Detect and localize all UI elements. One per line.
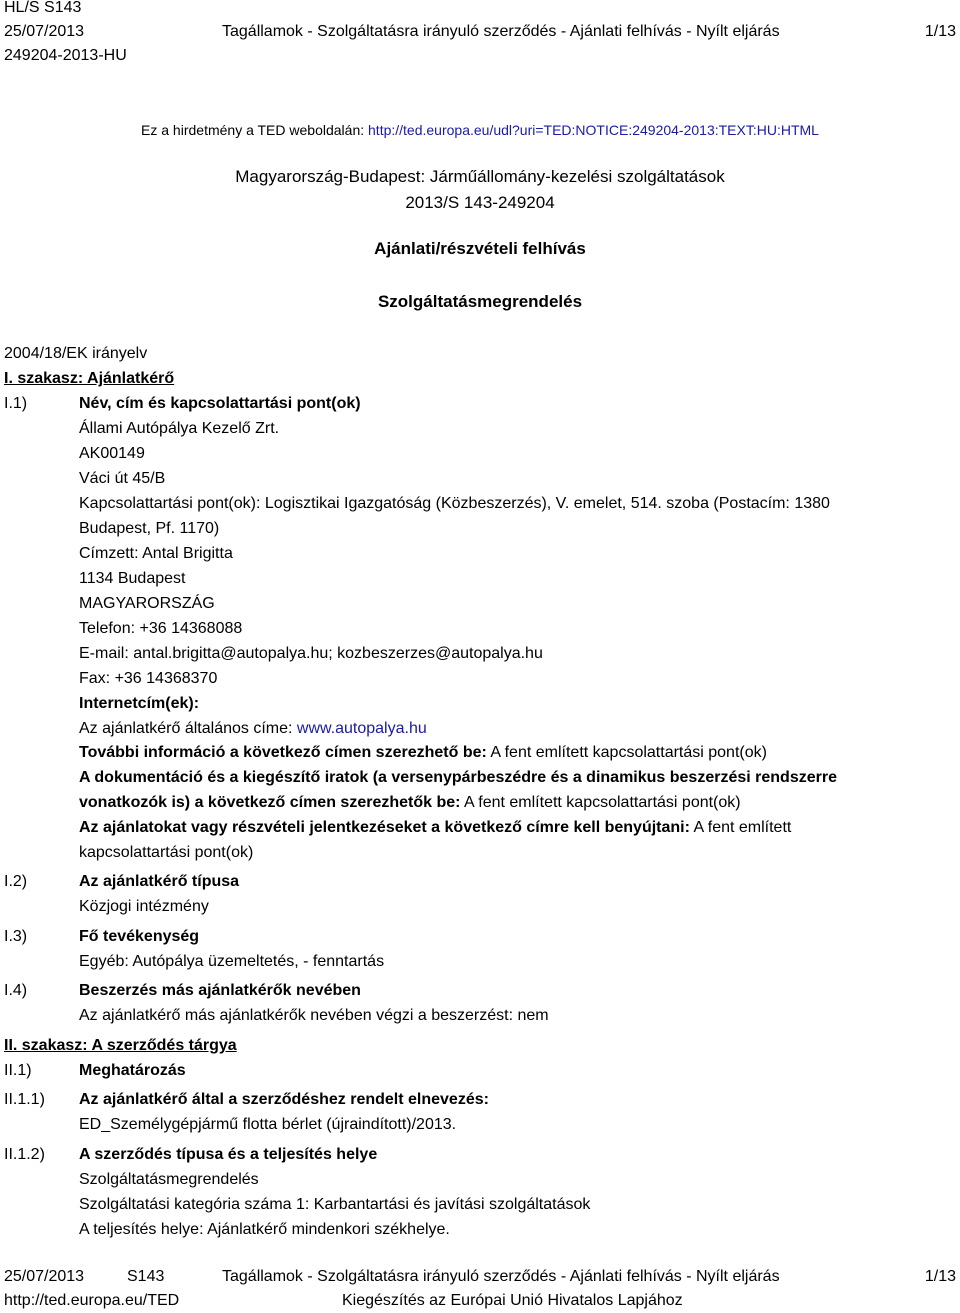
i1-num: I.1)	[4, 395, 28, 412]
submit-line	[79, 819, 791, 837]
notice-title: Magyarország-Budapest: Járműállomány-kezelési szolgáltatások	[235, 167, 725, 186]
i4-num: I.4)	[4, 982, 28, 999]
ii12-heading: A szerződés típusa és a teljesítés helye	[79, 1146, 378, 1163]
footer-url[interactable]: http://ted.europa.eu/TED	[4, 1292, 180, 1309]
ii12-num: II.1.2)	[4, 1146, 45, 1163]
i4-value: Az ajánlatkérő más ajánlatkérők nevében végzi a beszerzést: nem	[79, 1007, 549, 1024]
docs-label-b: vonatkozók is) a következő címen szerezhetők be:	[79, 794, 461, 811]
ii11-value: ED_Személygépjármű flotta bérlet (újraindított)/2013.	[79, 1116, 457, 1133]
i3-value: Egyéb: Autópálya üzemeltetés, - fenntartás	[79, 953, 385, 970]
ted-notice-link[interactable]: http://ted.europa.eu/udl?uri=TED:NOTICE:249204-2013:TEXT:HU:HTML	[368, 122, 819, 138]
notice-category: Szolgáltatásmegrendelés	[377, 292, 583, 311]
footer-supplement: Kiegészítés az Európai Unió Hivatalos Lapjához	[342, 1292, 683, 1309]
submit-value-b: kapcsolattartási pont(ok)	[79, 844, 254, 861]
i2-value: Közjogi intézmény	[79, 898, 209, 915]
ii12-line1: Szolgáltatásmegrendelés	[79, 1171, 259, 1188]
footer-date: 25/07/2013	[4, 1268, 85, 1285]
docs-line-b	[79, 794, 741, 812]
header-title: Tagállamok - Szolgáltatásra irányuló szerződés - Ajánlati felhívás - Nyílt eljárás	[222, 23, 780, 40]
more-info	[79, 744, 767, 762]
city: 1134 Budapest	[79, 570, 186, 587]
org-code: AK00149	[79, 445, 145, 462]
submit-label: Az ajánlatokat vagy részvételi jelentkezéseket a következő címre kell benyújtani:	[79, 819, 690, 836]
general-address	[79, 720, 427, 738]
contact-point-b: Budapest, Pf. 1170)	[79, 520, 220, 537]
submit-value-a: A fent említett	[689, 819, 792, 836]
header-date: 25/07/2013	[4, 23, 85, 40]
street: Váci út 45/B	[79, 470, 166, 487]
i1-heading: Név, cím és kapcsolattartási pont(ok)	[79, 395, 361, 412]
attention: Címzett: Antal Brigitta	[79, 545, 233, 562]
ted-line-prefix: Ez a hirdetmény a TED weboldalán:	[141, 122, 369, 138]
section-2-title: II. szakasz: A szerződés tárgya	[4, 1037, 237, 1054]
i2-heading: Az ajánlatkérő típusa	[79, 873, 240, 890]
ii11-num: II.1.1)	[4, 1091, 45, 1108]
more-info-value: A fent említett kapcsolattartási pont(ok)	[486, 744, 767, 761]
notice-type: Ajánlati/részvételi felhívás	[374, 239, 586, 258]
section-1-title: I. szakasz: Ajánlatkérő	[4, 370, 175, 387]
fax: Fax: +36 14368370	[79, 670, 218, 687]
ted-line	[0, 122, 960, 138]
i2-num: I.2)	[4, 873, 28, 890]
docs-value: A fent említett kapcsolattartási pont(ok)	[460, 794, 741, 811]
header-number: 249204-2013-HU	[4, 47, 127, 64]
doc-id: HL/S S143	[4, 0, 82, 16]
footer-series: S143	[127, 1268, 165, 1285]
phone: Telefon: +36 14368088	[79, 620, 243, 637]
footer-page: 1/13	[924, 1268, 956, 1285]
i3-num: I.3)	[4, 928, 28, 945]
more-info-label: További információ a következő címen szerezhető be:	[79, 744, 487, 761]
country: MAGYARORSZÁG	[79, 595, 215, 612]
ii11-heading: Az ajánlatkérő által a szerződéshez rendelt elnevezés:	[79, 1091, 489, 1108]
ii12-line3: A teljesítés helye: Ajánlatkérő mindenkori székhelye.	[79, 1221, 450, 1238]
ii1-num: II.1)	[4, 1062, 32, 1079]
internet-label: Internetcím(ek):	[79, 695, 200, 712]
ii12-line2: Szolgáltatási kategória száma 1: Karbantartási és javítási szolgáltatások	[79, 1196, 591, 1213]
general-address-label: Az ajánlatkérő általános címe:	[79, 720, 297, 737]
i3-heading: Fő tevékenység	[79, 928, 200, 945]
header-page: 1/13	[924, 23, 956, 40]
general-address-link[interactable]: www.autopalya.hu	[296, 720, 427, 737]
i4-heading: Beszerzés más ajánlatkérők nevében	[79, 982, 361, 999]
docs-label-a: A dokumentáció és a kiegészítő iratok (a versenypárbeszédre és a dinamikus beszerzési rendszerre	[79, 769, 837, 786]
contact-point-a: Kapcsolattartási pont(ok): Logisztikai Igazgatóság (Közbeszerzés), V. emelet, 514. szoba (Postacím: 1380	[79, 495, 830, 512]
org-name: Állami Autópálya Kezelő Zrt.	[79, 420, 280, 437]
footer-title: Tagállamok - Szolgáltatásra irányuló szerződés - Ajánlati felhívás - Nyílt eljárás	[222, 1268, 780, 1285]
directive: 2004/18/EK irányelv	[4, 345, 148, 362]
ii1-heading: Meghatározás	[79, 1062, 186, 1079]
notice-ref: 2013/S 143-249204	[405, 193, 555, 212]
email: E-mail: antal.brigitta@autopalya.hu; kozbeszerzes@autopalya.hu	[79, 645, 543, 662]
